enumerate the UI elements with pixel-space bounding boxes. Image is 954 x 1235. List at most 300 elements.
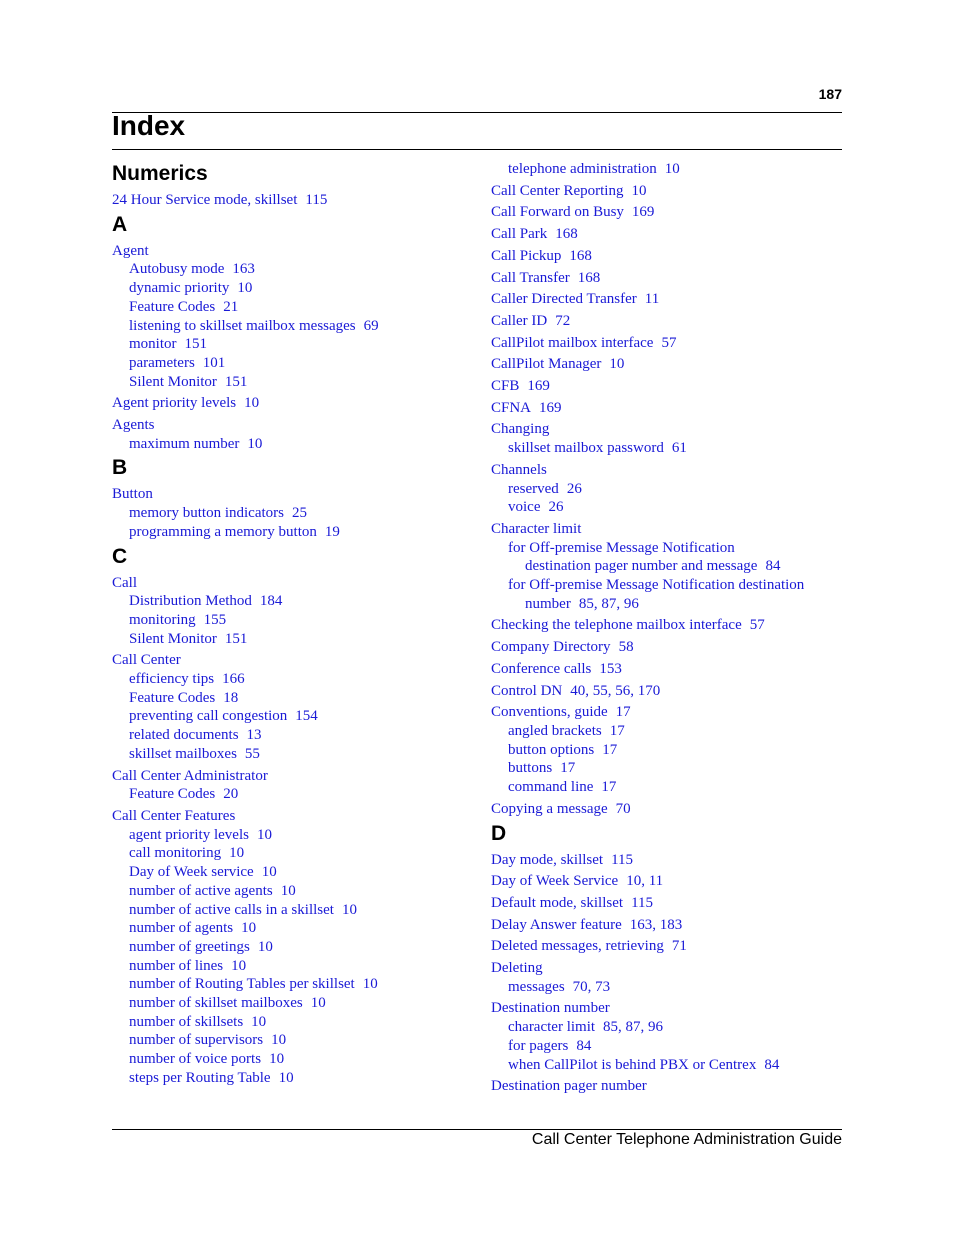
index-entry bbox=[491, 682, 851, 701]
page-ref: 17 bbox=[560, 760, 576, 777]
page-ref: 21 bbox=[223, 298, 239, 315]
term-text: Control DN bbox=[491, 682, 563, 699]
index-entry bbox=[112, 485, 472, 541]
term-text: Day mode, skillset bbox=[491, 851, 604, 868]
index-term bbox=[491, 937, 851, 956]
page-ref: 57 bbox=[749, 617, 765, 634]
index-term bbox=[491, 894, 851, 913]
term-text: Copying a message bbox=[491, 800, 608, 817]
page-ref: 25 bbox=[291, 505, 307, 522]
index-term bbox=[491, 872, 851, 891]
index-subterm bbox=[491, 539, 851, 558]
page-ref: 17 bbox=[601, 779, 617, 796]
index-term bbox=[491, 959, 851, 978]
term-text: CallPilot mailbox interface bbox=[491, 334, 654, 351]
page-ref: 57 bbox=[661, 334, 677, 351]
index-term bbox=[112, 767, 472, 786]
page-ref: 17 bbox=[602, 741, 618, 758]
page-ref: 85, 87, 96 bbox=[578, 595, 639, 612]
page-ref: 70, 73 bbox=[572, 978, 611, 995]
index-term bbox=[491, 420, 851, 439]
subterm-text: steps per Routing Table bbox=[129, 1069, 271, 1086]
subterm-text: monitor bbox=[129, 336, 177, 353]
index-entry bbox=[491, 703, 851, 797]
index-entry bbox=[491, 916, 851, 935]
index-entry bbox=[491, 800, 851, 819]
page-ref: 163 bbox=[232, 261, 255, 278]
page-ref: 10 bbox=[362, 976, 378, 993]
index-subterm bbox=[112, 592, 472, 611]
index-subterm bbox=[112, 826, 472, 845]
index-subterm bbox=[112, 726, 472, 745]
page-ref: 10 bbox=[280, 882, 296, 899]
index-subterm bbox=[112, 335, 472, 354]
term-text: Call Center Reporting bbox=[491, 182, 624, 199]
index-subterm bbox=[112, 317, 472, 336]
page-ref: 101 bbox=[202, 354, 226, 371]
page-ref: 115 bbox=[611, 851, 634, 868]
index-subterm bbox=[112, 938, 472, 957]
term-text: Conventions, guide bbox=[491, 704, 608, 721]
page-ref: 69 bbox=[363, 317, 379, 334]
page-ref: 19 bbox=[324, 523, 340, 540]
page-ref: 154 bbox=[295, 708, 318, 725]
page-ref: 151 bbox=[184, 336, 207, 353]
page-ref: 40, 55, 56, 170 bbox=[570, 682, 661, 699]
index-entry bbox=[491, 461, 851, 517]
index-subterm bbox=[112, 1031, 472, 1050]
term-text: Call Park bbox=[491, 226, 548, 243]
index-term bbox=[112, 242, 472, 261]
index-subterm bbox=[112, 435, 472, 454]
page-ref: 10 bbox=[310, 995, 326, 1012]
index-entry bbox=[491, 377, 851, 396]
page-ref: 85, 87, 96 bbox=[603, 1019, 664, 1036]
index-term bbox=[112, 191, 472, 210]
page-title: Index bbox=[112, 110, 186, 141]
subterm-text: number of agents bbox=[129, 920, 234, 937]
page-ref: 168 bbox=[577, 269, 601, 286]
term-text: Agent priority levels bbox=[112, 395, 237, 412]
term-text: Call Center bbox=[112, 652, 181, 669]
term-text: Call Center Features bbox=[112, 807, 236, 824]
page-ref: 115 bbox=[631, 894, 654, 911]
page-ref: 84 bbox=[576, 1037, 592, 1054]
term-text: Destination number bbox=[491, 1000, 610, 1017]
index-entry bbox=[112, 651, 472, 763]
index-subterm bbox=[491, 722, 851, 741]
subterm-text: agent priority levels bbox=[129, 826, 249, 843]
index-subterm bbox=[491, 978, 851, 997]
index-subterm bbox=[491, 741, 851, 760]
section-heading: D bbox=[491, 821, 507, 845]
index-entry bbox=[112, 416, 472, 453]
index-entry bbox=[491, 269, 851, 288]
page-ref: 10 bbox=[247, 435, 263, 452]
page-ref: 10 bbox=[261, 864, 277, 881]
index-subterm bbox=[112, 670, 472, 689]
index-term bbox=[112, 485, 472, 504]
page-ref: 10 bbox=[664, 161, 680, 177]
index-term bbox=[491, 269, 851, 288]
index-section bbox=[112, 545, 472, 1088]
index-entry bbox=[491, 312, 851, 331]
page-ref: 10 bbox=[256, 826, 272, 843]
index-entry bbox=[491, 894, 851, 913]
subterm-text: voice bbox=[508, 499, 541, 516]
index-section bbox=[112, 162, 472, 210]
index-term bbox=[491, 800, 851, 819]
page-ref: 10 bbox=[631, 182, 647, 199]
term-text: Character limit bbox=[491, 520, 582, 537]
index-subterm bbox=[491, 1056, 851, 1075]
subterm-text: number of active calls in a skillset bbox=[129, 901, 334, 918]
subterm-text: number of greetings bbox=[129, 938, 250, 955]
index-entry bbox=[491, 160, 851, 179]
page-ref: 13 bbox=[246, 727, 262, 744]
subterm-text: preventing call congestion bbox=[129, 708, 288, 725]
index-subterm bbox=[112, 630, 472, 649]
page-ref: 10 bbox=[269, 1051, 285, 1068]
index-term bbox=[491, 399, 851, 418]
index-entry bbox=[491, 520, 851, 614]
index-section bbox=[491, 822, 851, 1096]
term-text: Destination pager number bbox=[491, 1078, 647, 1095]
subterm-text: maximum number bbox=[129, 435, 240, 452]
index-entry bbox=[491, 203, 851, 222]
index-subterm bbox=[112, 260, 472, 279]
page-ref: 84 bbox=[765, 558, 781, 575]
index-section bbox=[112, 213, 472, 454]
index-subterm-continuation bbox=[491, 595, 851, 614]
index-entry bbox=[112, 807, 472, 1088]
page-ref: 58 bbox=[618, 639, 634, 656]
term-text: Company Directory bbox=[491, 639, 611, 656]
subterm-text: Silent Monitor bbox=[129, 373, 217, 390]
subterm-text: Feature Codes bbox=[129, 298, 216, 315]
index-term bbox=[491, 355, 851, 374]
subterm-text: number of lines bbox=[129, 957, 224, 974]
index-term bbox=[491, 247, 851, 266]
index-subterm bbox=[112, 745, 472, 764]
page-ref: 17 bbox=[615, 704, 631, 721]
subterm-text: character limit bbox=[508, 1019, 596, 1036]
index-subterm bbox=[112, 994, 472, 1013]
index-entry bbox=[491, 225, 851, 244]
subterm-text: when CallPilot is behind PBX or Centrex bbox=[508, 1056, 757, 1073]
index-subterm bbox=[112, 919, 472, 938]
page-ref: 10 bbox=[244, 395, 260, 412]
index-entry bbox=[112, 574, 472, 649]
page-ref: 10 bbox=[229, 845, 245, 862]
page-ref: 71 bbox=[671, 938, 687, 955]
subterm-text: button options bbox=[508, 741, 595, 758]
index-subterm bbox=[112, 523, 472, 542]
page-ref: 10 bbox=[251, 1013, 267, 1030]
index-term bbox=[491, 290, 851, 309]
index-subterm bbox=[491, 498, 851, 517]
index-term bbox=[112, 416, 472, 435]
subterm-text: buttons bbox=[508, 760, 553, 777]
index-term bbox=[491, 377, 851, 396]
page-ref: 10 bbox=[609, 356, 625, 373]
index-term bbox=[112, 394, 472, 413]
subterm-text: parameters bbox=[129, 354, 195, 371]
page-number: 187 bbox=[818, 86, 842, 102]
term-text: Call bbox=[112, 574, 137, 591]
term-text: Caller Directed Transfer bbox=[491, 291, 637, 308]
index-entry bbox=[112, 394, 472, 413]
term-text: Conference calls bbox=[491, 660, 592, 677]
page-ref: 151 bbox=[224, 373, 248, 390]
index-term bbox=[112, 651, 472, 670]
page-ref: 55 bbox=[244, 745, 260, 762]
index-term bbox=[491, 312, 851, 331]
index-section bbox=[491, 160, 851, 819]
term-text: Checking the telephone mailbox interface bbox=[491, 617, 742, 634]
subterm-text: number of supervisors bbox=[129, 1032, 264, 1049]
page-ref: 20 bbox=[223, 786, 239, 803]
subterm-text: for pagers bbox=[508, 1037, 569, 1054]
index-subterm bbox=[112, 1069, 472, 1088]
index-subterm bbox=[491, 778, 851, 797]
index-subterm bbox=[112, 354, 472, 373]
page-ref: 18 bbox=[223, 689, 239, 706]
index-term bbox=[491, 520, 851, 539]
subterm-text: dynamic priority bbox=[129, 280, 230, 297]
index-entry bbox=[491, 247, 851, 266]
index-entry bbox=[491, 660, 851, 679]
index-subterm bbox=[112, 611, 472, 630]
subterm-text: related documents bbox=[129, 727, 239, 744]
page-ref: 169 bbox=[527, 378, 550, 395]
subterm-text: angled brackets bbox=[508, 722, 602, 739]
subterm-text: number of voice ports bbox=[129, 1051, 262, 1068]
header-rule-bottom bbox=[112, 149, 842, 150]
index-entry bbox=[491, 1077, 851, 1096]
index-column-left bbox=[112, 160, 472, 1091]
page-ref: 26 bbox=[566, 480, 582, 497]
index-subterm bbox=[112, 504, 472, 523]
footer-title: Call Center Telephone Administration Guide bbox=[531, 1131, 842, 1148]
page-ref: 151 bbox=[224, 630, 248, 647]
page-ref: 166 bbox=[222, 671, 245, 688]
index-subterm bbox=[491, 1037, 851, 1056]
page-ref: 10 bbox=[271, 1032, 287, 1049]
term-text: Default mode, skillset bbox=[491, 894, 624, 911]
index-entry bbox=[491, 355, 851, 374]
term-text: Agent bbox=[112, 242, 149, 259]
index-entry bbox=[491, 420, 851, 457]
index-subterm bbox=[112, 863, 472, 882]
index-subterm-continuation bbox=[491, 557, 851, 576]
index-subterm bbox=[491, 160, 851, 179]
index-subterm bbox=[112, 298, 472, 317]
index-subterm bbox=[112, 1050, 472, 1069]
index-term bbox=[491, 334, 851, 353]
index-column-right bbox=[491, 160, 851, 1099]
page-ref: 26 bbox=[548, 499, 564, 516]
index-entry bbox=[491, 959, 851, 996]
term-text: Call Transfer bbox=[491, 269, 570, 286]
page-ref: 168 bbox=[555, 226, 578, 243]
index-entry bbox=[491, 182, 851, 201]
subterm-text: for Off-premise Message Notification destination bbox=[508, 577, 805, 594]
subterm-text: command line bbox=[508, 779, 594, 796]
index-entry bbox=[112, 242, 472, 392]
footer-rule bbox=[112, 1129, 842, 1130]
index-subterm bbox=[112, 373, 472, 392]
page-ref: 163, 183 bbox=[629, 916, 683, 933]
index-subterm bbox=[112, 1013, 472, 1032]
term-text: Call Forward on Busy bbox=[491, 204, 624, 221]
index-term bbox=[491, 203, 851, 222]
term-text: 24 Hour Service mode, skillset bbox=[112, 192, 298, 208]
subterm-text: programming a memory button bbox=[129, 523, 317, 540]
page-ref: 11 bbox=[644, 291, 660, 308]
index-term bbox=[491, 660, 851, 679]
index-subterm bbox=[112, 707, 472, 726]
index-term bbox=[491, 682, 851, 701]
index-term bbox=[491, 638, 851, 657]
page-ref: 61 bbox=[671, 440, 687, 457]
index-entry bbox=[491, 872, 851, 891]
index-subterm bbox=[112, 957, 472, 976]
subterm-text: number of skillsets bbox=[129, 1013, 244, 1030]
subterm-text: Feature Codes bbox=[129, 689, 216, 706]
page-ref: 153 bbox=[599, 660, 622, 677]
page-ref: 10 bbox=[257, 938, 273, 955]
header-rule-top bbox=[112, 112, 842, 113]
term-text: CallPilot Manager bbox=[491, 356, 602, 373]
index-entry bbox=[491, 616, 851, 635]
term-text: CFNA bbox=[491, 399, 532, 416]
subterm-text: skillset mailbox password bbox=[508, 440, 664, 457]
index-subterm bbox=[112, 279, 472, 298]
index-entry bbox=[491, 999, 851, 1074]
section-heading: Numerics bbox=[112, 162, 208, 185]
page-ref: 10 bbox=[278, 1069, 294, 1086]
page-ref: 115 bbox=[305, 192, 328, 208]
subterm-text: messages bbox=[508, 978, 565, 995]
term-text: Deleting bbox=[491, 960, 543, 977]
index-term bbox=[491, 182, 851, 201]
term-text: Call Pickup bbox=[491, 247, 562, 264]
index-term bbox=[112, 807, 472, 826]
subterm-text: memory button indicators bbox=[129, 505, 284, 522]
page-ref: 10 bbox=[231, 957, 247, 974]
index-entry bbox=[112, 191, 472, 210]
page-ref: 70 bbox=[615, 800, 631, 817]
subterm-text: skillset mailboxes bbox=[129, 745, 237, 762]
index-section bbox=[112, 456, 472, 541]
index-entry bbox=[491, 851, 851, 870]
subterm-text: listening to skillset mailbox messages bbox=[129, 317, 356, 334]
index-entry bbox=[491, 638, 851, 657]
index-term bbox=[491, 616, 851, 635]
index-subterm bbox=[491, 1018, 851, 1037]
index-subterm bbox=[491, 759, 851, 778]
page-ref: 17 bbox=[609, 722, 625, 739]
subterm-text: Silent Monitor bbox=[129, 630, 217, 647]
subterm-text: efficiency tips bbox=[129, 671, 215, 688]
index-subterm bbox=[112, 785, 472, 804]
term-text: Agents bbox=[112, 417, 155, 434]
section-heading: B bbox=[112, 456, 128, 480]
subterm-text: Feature Codes bbox=[129, 786, 216, 803]
page-ref: 10 bbox=[241, 920, 257, 937]
index-subterm bbox=[112, 901, 472, 920]
page-ref: 155 bbox=[203, 611, 227, 628]
index-entry bbox=[491, 334, 851, 353]
term-text: Channels bbox=[491, 461, 547, 478]
index-entry bbox=[491, 937, 851, 956]
page-ref: 10 bbox=[237, 280, 253, 297]
index-term bbox=[491, 1077, 851, 1096]
index-term bbox=[491, 461, 851, 480]
index-entry bbox=[112, 767, 472, 804]
subterm-text: monitoring bbox=[129, 611, 196, 628]
page-ref: 169 bbox=[631, 204, 655, 221]
index-subterm bbox=[491, 439, 851, 458]
term-text: Delay Answer feature bbox=[491, 916, 622, 933]
index-term bbox=[491, 999, 851, 1018]
subterm-text: reserved bbox=[508, 480, 559, 497]
term-text: Button bbox=[112, 486, 153, 503]
subterm-text: number of Routing Tables per skillset bbox=[129, 976, 355, 993]
subterm-text: for Off-premise Message Notification bbox=[508, 539, 735, 556]
page-ref: 10 bbox=[341, 901, 357, 918]
term-text: Deleted messages, retrieving bbox=[491, 938, 664, 955]
index-subterm bbox=[112, 844, 472, 863]
page-ref: 10, 11 bbox=[626, 873, 664, 890]
term-text: Changing bbox=[491, 421, 550, 438]
index-subterm bbox=[491, 480, 851, 499]
index-entry bbox=[491, 290, 851, 309]
page-ref: 184 bbox=[259, 593, 283, 610]
index-term bbox=[491, 703, 851, 722]
term-text: CFB bbox=[491, 378, 520, 395]
term-text: Day of Week Service bbox=[491, 873, 619, 890]
index-term bbox=[491, 225, 851, 244]
index-entry bbox=[491, 399, 851, 418]
index-term bbox=[491, 916, 851, 935]
subterm-text: number of active agents bbox=[129, 882, 273, 899]
index-subterm bbox=[491, 576, 851, 595]
index-subterm bbox=[112, 689, 472, 708]
section-heading: A bbox=[112, 212, 128, 236]
subterm-text: telephone administration bbox=[508, 161, 657, 177]
subterm-text: Distribution Method bbox=[129, 593, 252, 610]
page-ref: 168 bbox=[569, 247, 592, 264]
index-term bbox=[112, 574, 472, 593]
term-text: Call Center Administrator bbox=[112, 767, 268, 784]
index-subterm bbox=[112, 882, 472, 901]
subterm-continuation-text: destination pager number and message bbox=[525, 558, 758, 575]
subterm-text: number of skillset mailboxes bbox=[129, 995, 303, 1012]
term-text: Caller ID bbox=[491, 312, 548, 329]
subterm-text: call monitoring bbox=[129, 845, 222, 862]
page-ref: 84 bbox=[764, 1056, 780, 1073]
page-ref: 169 bbox=[539, 399, 562, 416]
section-heading: C bbox=[112, 544, 128, 568]
subterm-continuation-text: number bbox=[525, 595, 571, 612]
index-subterm bbox=[112, 975, 472, 994]
page-ref: 72 bbox=[555, 312, 571, 329]
index-term bbox=[491, 851, 851, 870]
subterm-text: Autobusy mode bbox=[129, 261, 225, 278]
subterm-text: Day of Week service bbox=[129, 864, 254, 881]
